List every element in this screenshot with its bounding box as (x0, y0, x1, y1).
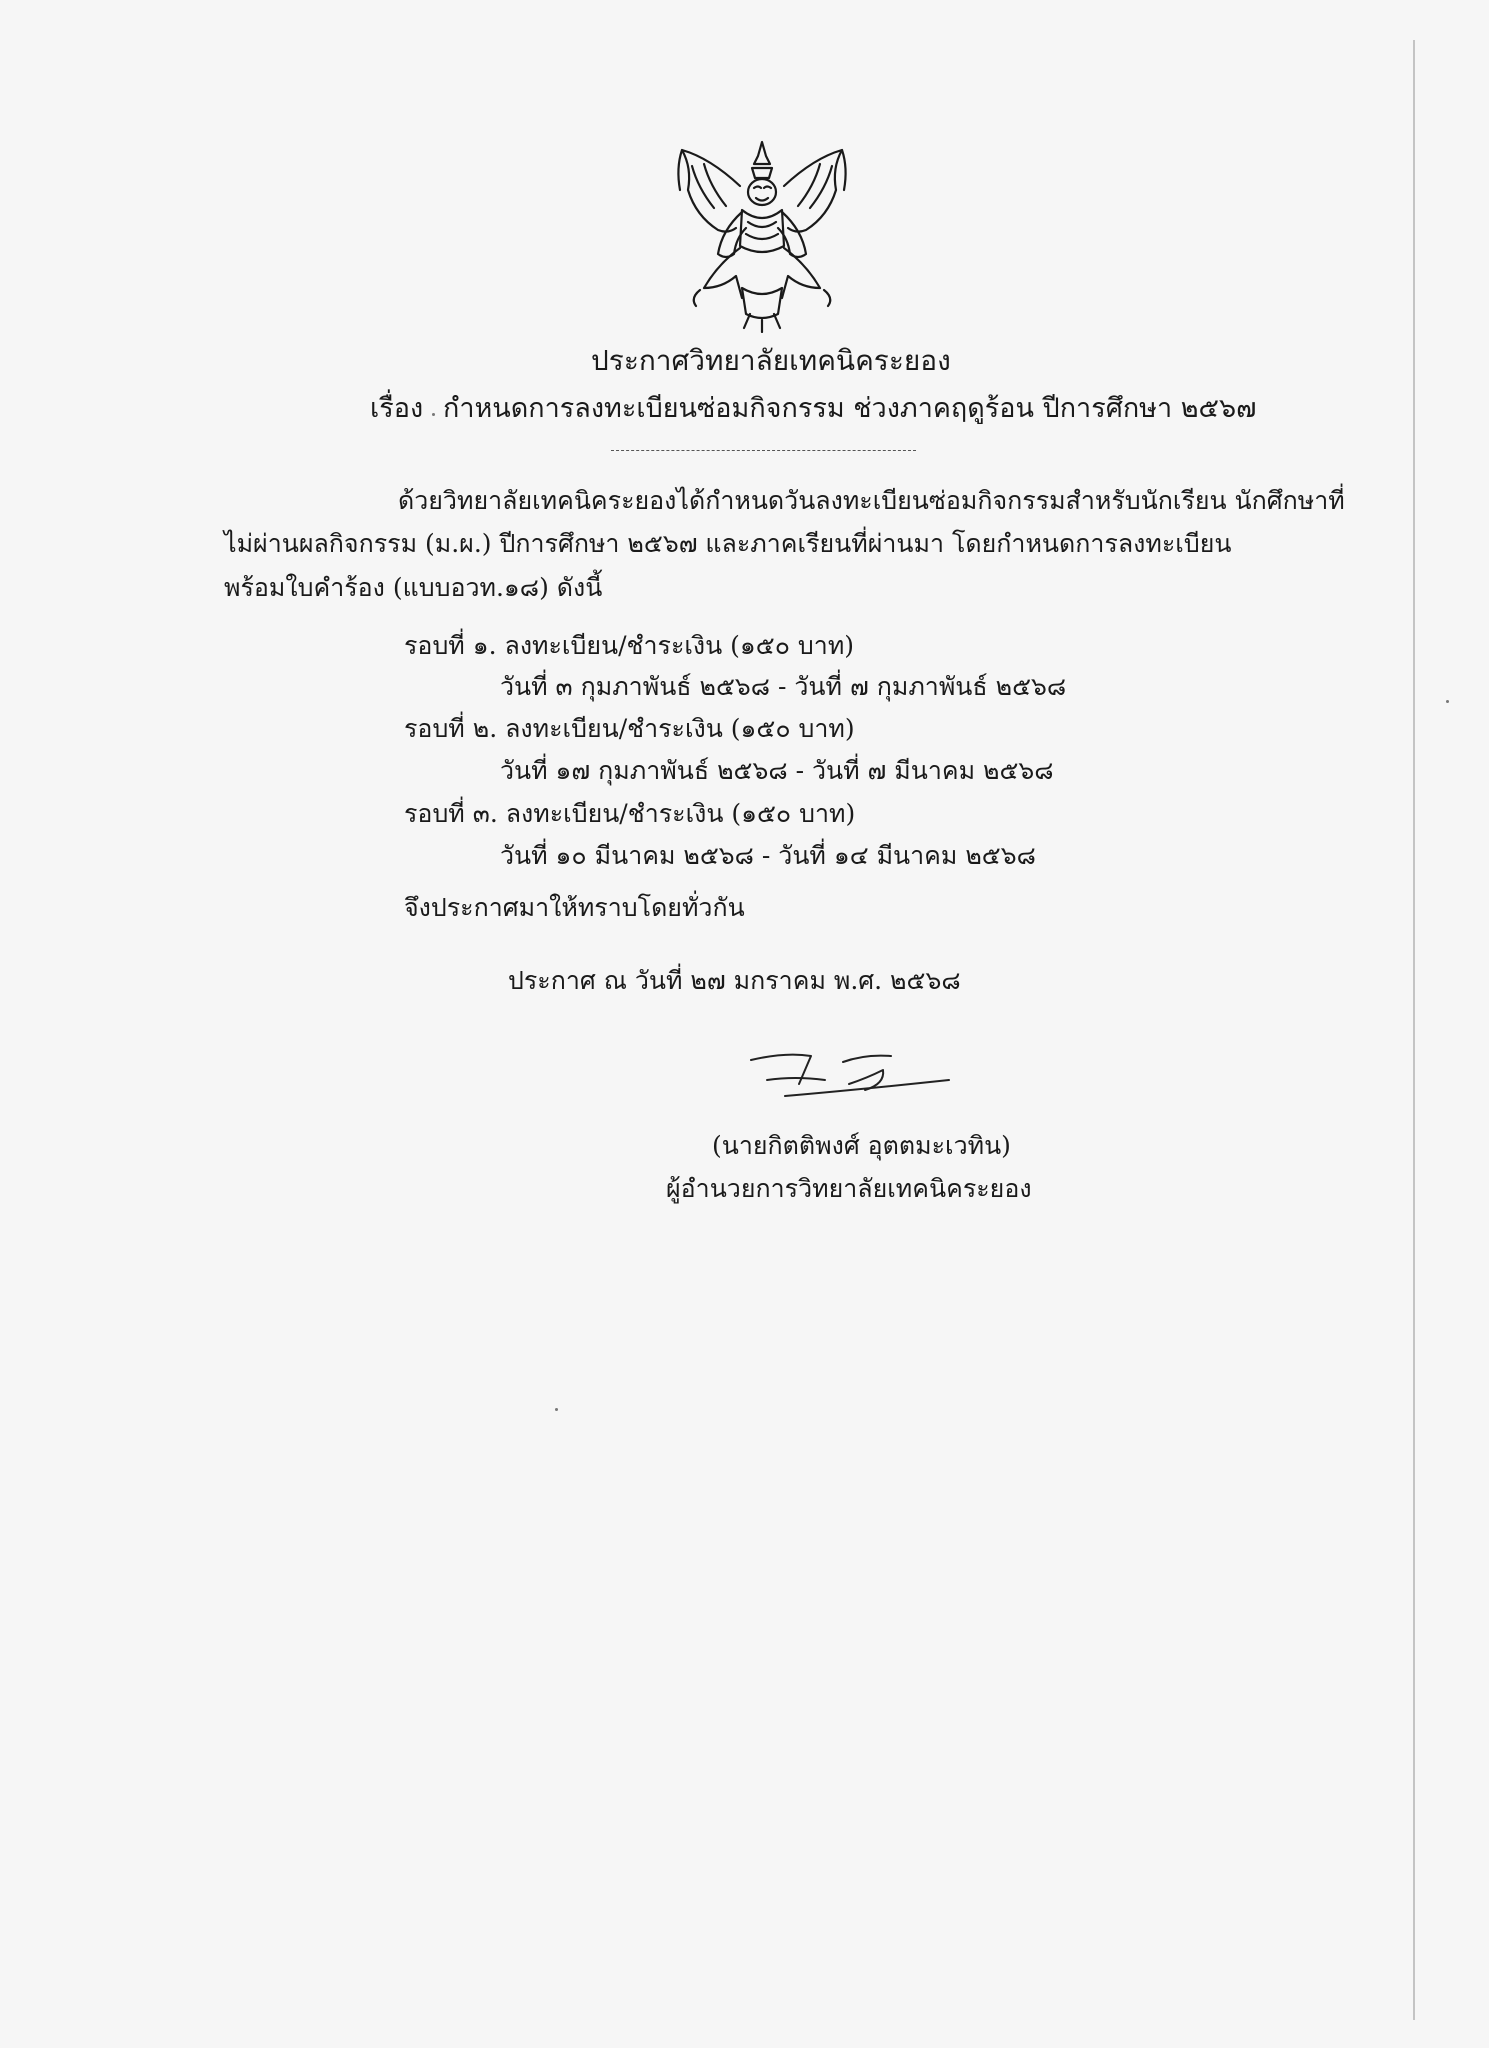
divider-line (611, 450, 916, 451)
garuda-emblem-icon (670, 138, 855, 333)
document-subject: กำหนดการลงทะเบียนซ่อมกิจกรรม ช่วงภาคฤดูร้อน ปีการศึกษา ๒๕๖๗ (443, 393, 1257, 424)
signature-icon (745, 1040, 955, 1110)
intro-line-3: พร้อมใบคำร้อง (แบบอวท.๑๘) ดังนี้ (224, 573, 603, 602)
closing-statement: จึงประกาศมาให้ทราบโดยทั่วกัน (404, 893, 745, 922)
signer-name: (นายกิตติพงศ์ อุตตมะเวทิน) (712, 1131, 1011, 1160)
round-1-label: รอบที่ ๑. ลงทะเบียน/ชำระเงิน (๑๕๐ บาท) (404, 631, 855, 660)
round-3-dates: วันที่ ๑๐ มีนาคม ๒๕๖๘ - วันที่ ๑๔ มีนาคม ๒๕๖๘ (500, 841, 1036, 870)
intro-line-2: ไม่ผ่านผลกิจกรรม (ม.ผ.) ปีการศึกษา ๒๕๖๗ และภาคเรียนที่ผ่านมา โดยกำหนดการลงทะเบียน (224, 529, 1232, 558)
document-title: ประกาศวิทยาลัยเทคนิคระยอง (591, 344, 951, 377)
subject-label: เรื่อง (370, 393, 424, 424)
scan-speck (432, 413, 435, 416)
announcement-date: ประกาศ ณ วันที่ ๒๗ มกราคม พ.ศ. ๒๕๖๘ (508, 966, 961, 995)
intro-line-1: ด้วยวิทยาลัยเทคนิคระยองได้กำหนดวันลงทะเบียนซ่อมกิจกรรมสำหรับนักเรียน นักศึกษาที่ (398, 486, 1345, 515)
scan-speck (555, 1408, 558, 1411)
round-3-label: รอบที่ ๓. ลงทะเบียน/ชำระเงิน (๑๕๐ บาท) (404, 799, 856, 828)
round-2-dates: วันที่ ๑๗ กุมภาพันธ์ ๒๕๖๘ - วันที่ ๗ มีนาคม ๒๕๖๘ (500, 756, 1054, 785)
scan-edge-line (1413, 40, 1415, 2020)
round-2-label: รอบที่ ๒. ลงทะเบียน/ชำระเงิน (๑๕๐ บาท) (404, 714, 855, 743)
round-1-dates: วันที่ ๓ กุมภาพันธ์ ๒๕๖๘ - วันที่ ๗ กุมภาพันธ์ ๒๕๖๘ (500, 672, 1067, 701)
scan-speck (1446, 700, 1449, 703)
signer-position: ผู้อำนวยการวิทยาลัยเทคนิคระยอง (666, 1174, 1032, 1203)
